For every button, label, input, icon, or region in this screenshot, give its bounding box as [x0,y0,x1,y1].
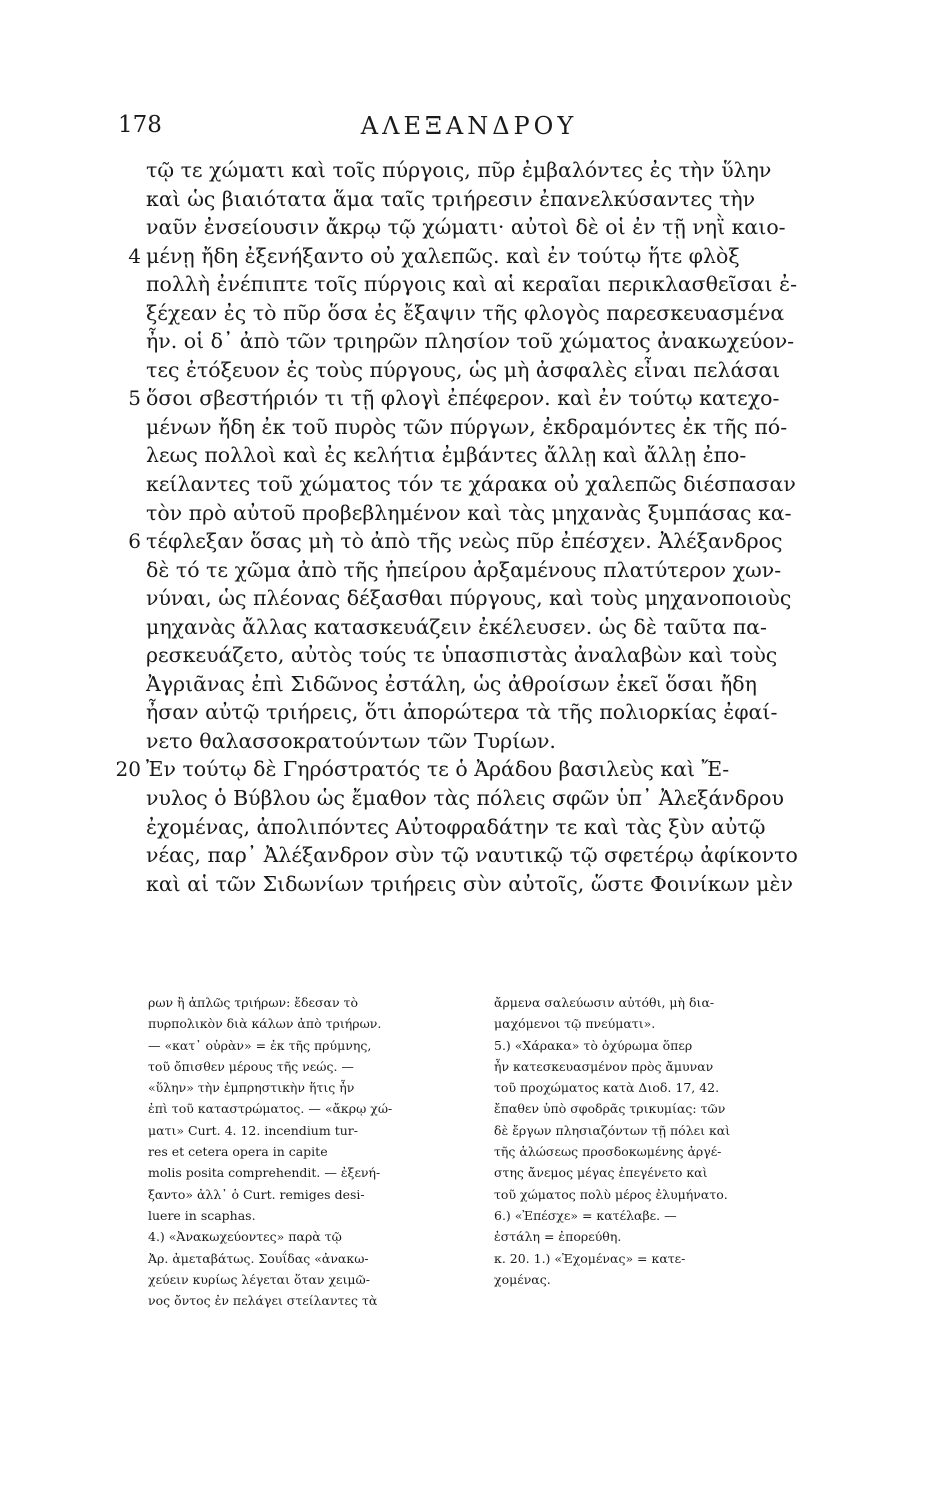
text-line [146,698,822,727]
footnote-line: Ἀρ. ἀμεταβάτως. Σουΐδας «ἀνακω- [148,1250,369,1266]
footnote-line: ἦν κατεσκευασμένον πρὸς ἄμυναν [494,1058,714,1074]
text-line [146,185,822,214]
footnote-line: χομένας. [494,1271,551,1287]
footnote-line: μαχόμενοι τῷ πνεύματι». [494,1016,656,1032]
line-text: ρεσκευάζετο, αὐτὸς τούς τε ὑπασπιστὰς ἀναλαβὼν καὶ τοὺς [146,643,778,668]
section-number: 4 [128,243,141,268]
text-line [128,527,822,556]
footnote-line: στης ἄνεμος μέγας ἐπεγένετο καὶ [494,1165,708,1181]
page-number: 178 [118,112,162,138]
text-line [146,156,822,185]
line-text: ἦσαν αὐτῷ τριήρεις, ὅτι ἀπορώτερα τὰ τῆς πολιορκίας ἐφαί- [146,700,778,725]
text-line [146,499,822,528]
footnote-line: ματι» Curt. 4. 12. incendium tur- [148,1122,358,1138]
footnote-line: ἔπαθεν ὑπὸ σφοδρᾶς τρικυμίας: τῶν [494,1101,726,1117]
line-text: νυλος ὁ Βύβλου ὡς ἔμαθον τὰς πόλεις σφῶν ὑπ᾽ Ἀλεξάνδρου [146,786,784,811]
section-number: 5 [128,386,141,411]
line-text: νέας, παρ᾽ Ἀλέξανδρον σὺν τῷ ναυτικῷ τῷ σφετέρῳ ἀφίκοντο [146,843,798,868]
text-line [146,813,822,842]
line-text: πολλὴ ἐνέπιπτε τοῖς πύργοις καὶ αἱ κεραῖαι περικλασθεῖσαι ἐ- [146,272,797,297]
text-line [146,413,822,442]
footnotes-right-column [494,992,832,1290]
line-text: μηχανὰς ἄλλας κατασκευάζειν ἐκέλευσεν. ὡς δὲ ταῦτα πα- [146,614,767,639]
line-text: τῷ τε χώματι καὶ τοῖς πύργοις, πῦρ ἐμβαλόντες ἐς τὴν ὕλην [146,158,772,182]
footnote-line: ἐστάλη = ἐπορεύθη. [494,1229,622,1245]
text-line [146,613,822,642]
line-text: νετο θαλασσοκρατούντων τῶν Τυρίων. [146,728,556,753]
running-head: ΑΛΕΞΑΝΔΡΟΥ [360,112,578,140]
footnote-line: τῆς ἁλώσεως προσδοκωμένης ἀργέ- [494,1144,722,1160]
line-text: ξέχεαν ἐς τὸ πῦρ ὅσα ἐς ἔξαψιν τῆς φλογὸς παρεσκευασμένα [146,300,785,325]
line-text: Ἀγριᾶνας ἐπὶ Σιδῶνος ἐστάλη, ὡς ἀθροίσων ἐκεῖ ὅσαι ἤδη [146,671,757,696]
footnote-line: κ. 20. 1.) «Ἐχομένας» = κατε- [494,1250,686,1266]
text-line [146,213,822,242]
text-line [115,755,822,784]
line-text: ἦν. οἱ δ᾽ ἀπὸ τῶν τριηρῶν πλησίον τοῦ χώματος ἀνακωχεύον- [146,329,795,354]
main-text-block [115,156,822,898]
text-line [146,584,822,613]
footnote-line: 6.) «Ἐπέσχε» = κατέλαβε. — [494,1207,677,1223]
footnote-line: 4.) «Ἀνακωχεύοντες» παρὰ τῷ [148,1229,342,1245]
line-text: λεως πολλοὶ καὶ ἐς κελήτια ἐμβάντες ἄλλῃ καὶ ἄλλῃ ἐπο- [146,443,747,468]
footnote-line: ἐπὶ τοῦ καταστρώματος. — «ἄκρῳ χώ- [148,1101,393,1117]
line-text: καὶ ὡς βιαιότατα ἅμα ταῖς τριήρεσιν ἐπανελκύσαντες τὴν [146,186,756,211]
text-line [146,441,822,470]
line-text: Ἐν τούτῳ δὲ Γηρόστρατός τε ὁ Ἀράδου βασιλεὺς καὶ Ἔ- [146,757,730,782]
text-line [146,784,822,813]
section-number: 6 [128,529,141,554]
line-text: τέφλεξαν ὅσας μὴ τὸ ἀπὸ τῆς νεὼς πῦρ ἐπέσχεν. Ἀλέξανδρος [146,529,783,554]
line-text: δὲ τό τε χῶμα ἀπὸ τῆς ἠπείρου ἀρξαμένους πλατύτερον χων- [146,557,782,582]
footnote-line: τοῦ χώματος πολὺ μέρος ἐλυμήνατο. [494,1186,728,1202]
text-line [146,841,822,870]
text-line [146,556,822,585]
text-line [146,670,822,699]
page-header [118,112,820,146]
text-line [146,727,822,756]
line-text: κείλαντες τοῦ χώματος τόν τε χάρακα οὐ χαλεπῶς διέσπασαν [146,472,796,497]
text-line [146,870,822,899]
footnote-line: τοῦ προχώματος κατὰ Διοδ. 17, 42. [494,1080,720,1096]
footnote-line: δὲ ἔργων πλησιαζόντων τῇ πόλει καὶ [494,1122,731,1138]
footnote-line: ρων ἢ ἁπλῶς τριήρων: ἔδεσαν τὸ [148,995,358,1010]
line-text: τες ἐτόξευον ἐς τοὺς πύργους, ὡς μὴ ἀσφαλὲς εἶναι πελάσαι [146,357,781,382]
footnote-line: ἄρμενα σαλεύωσιν αὐτόθι, μὴ δια- [494,995,715,1010]
line-text: μένῃ ἤδη ἐξενήξαντο οὐ χαλεπῶς. καὶ ἐν τούτῳ ἥτε φλὸξ [146,243,740,268]
line-text: τὸν πρὸ αὐτοῦ προβεβλημένον καὶ τὰς μηχανὰς ξυμπάσας κα- [146,500,792,525]
footnote-line: res et cetera opera in capite [148,1144,328,1160]
text-line [146,327,822,356]
line-text: ναῦν ἐνσείουσιν ἄκρῳ τῷ χώματι· αὐτοὶ δὲ οἱ ἐν τῇ νηῒ καιο- [146,215,786,240]
footnote-line: — «κατ᾽ οὐρὰν» = ἐκ τῆς πρύμνης, [148,1037,372,1053]
text-line [128,384,822,413]
text-line [128,242,822,271]
footnote-line: luere in scaphas. [148,1207,256,1223]
footnote-line: χεύειν κυρίως λέγεται ὅταν χειμῶ- [148,1271,370,1287]
footnote-line: ξαντο» ἀλλ᾽ ὁ Curt. remiges desi- [148,1186,365,1202]
line-text: μένων ἤδη ἐκ τοῦ πυρὸς τῶν πύργων, ἐκδραμόντες ἐκ τῆς πό- [146,414,788,439]
line-text: νύναι, ὡς πλέονας δέξασθαι πύργους, καὶ τοὺς μηχανοποιοὺς [146,586,792,611]
text-line [146,356,822,385]
section-number: 20 [115,757,141,782]
footnote-line: πυρπολικὸν διὰ κάλων ἀπὸ τριήρων. [148,1016,382,1032]
footnote-line: τοῦ ὄπισθεν μέρους τῆς νεώς. — [148,1058,354,1074]
text-line [146,641,822,670]
footnote-line: molis posita comprehendit. — ἐξενή- [148,1165,381,1181]
footnotes-left-column [148,992,474,1311]
line-text: καὶ αἱ τῶν Σιδωνίων τριήρεις σὺν αὐτοῖς, ὥστε Φοινίκων μὲν [146,871,793,896]
footnote-line: 5.) «Χάρακα» τὸ ὀχύρωμα ὅπερ [494,1037,693,1053]
footnote-line: «ὕλην» τὴν ἐμπρηστικὴν ἥτις ἦν [148,1080,355,1096]
text-line [146,270,822,299]
text-line [146,470,822,499]
line-text: ὅσοι σβεστήριόν τι τῇ φλογὶ ἐπέφερον. καὶ ἐν τούτῳ κατεχο- [146,386,780,411]
text-line [146,299,822,328]
footnote-line: νος ὄντος ἐν πελάγει στείλαντες τὰ [148,1293,378,1309]
line-text: ἐχομένας, ἀπολιπόντες Αὐτοφραδάτην τε καὶ τὰς ξὺν αὐτῷ [146,814,766,839]
